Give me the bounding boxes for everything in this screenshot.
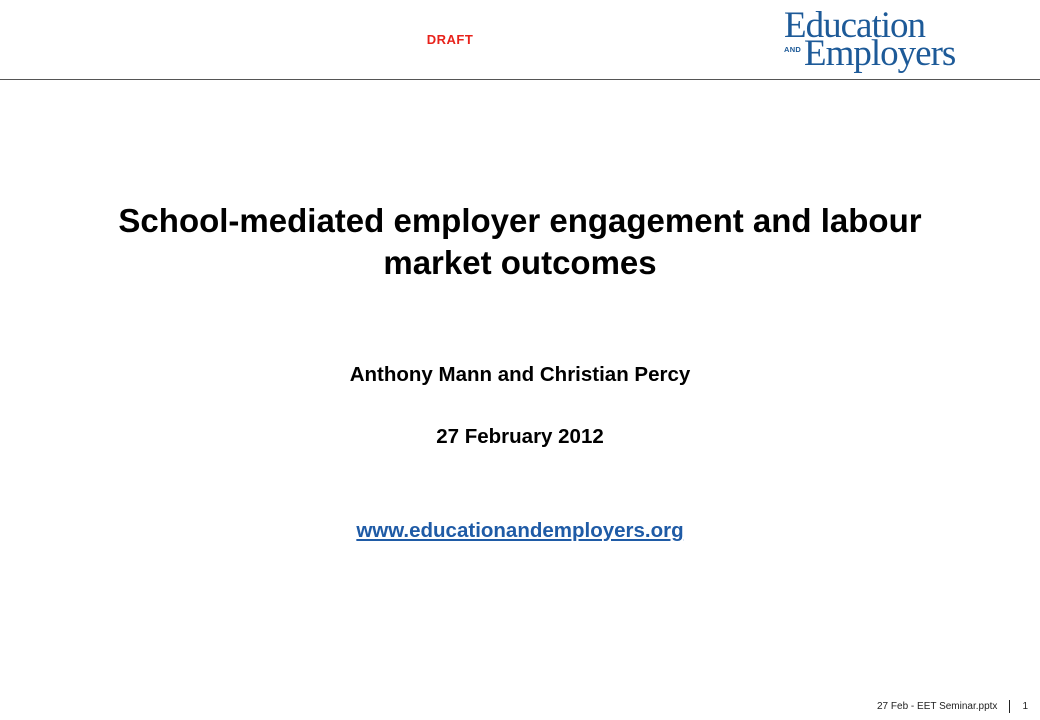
logo-line-employers: Employers — [804, 33, 956, 74]
logo-and: AND — [784, 45, 802, 54]
page-number: 1 — [1022, 700, 1028, 712]
header-divider — [0, 79, 1040, 80]
authors: Anthony Mann and Christian Percy — [349, 363, 691, 386]
website-link[interactable]: www.educationandemployers.org — [356, 519, 684, 542]
website-link-container — [120, 519, 920, 543]
slide-footer — [877, 698, 1028, 714]
draft-label: DRAFT — [426, 32, 474, 47]
slide-title: School-mediated employer engagement and labour market outcomes — [118, 202, 922, 281]
footer-separator — [1009, 700, 1010, 713]
logo-line-education: Education — [784, 5, 926, 46]
footer-filename: 27 Feb - EET Seminar.pptx — [877, 700, 998, 712]
education-and-employers-logo — [784, 6, 964, 74]
presentation-date: 27 February 2012 — [436, 425, 604, 448]
